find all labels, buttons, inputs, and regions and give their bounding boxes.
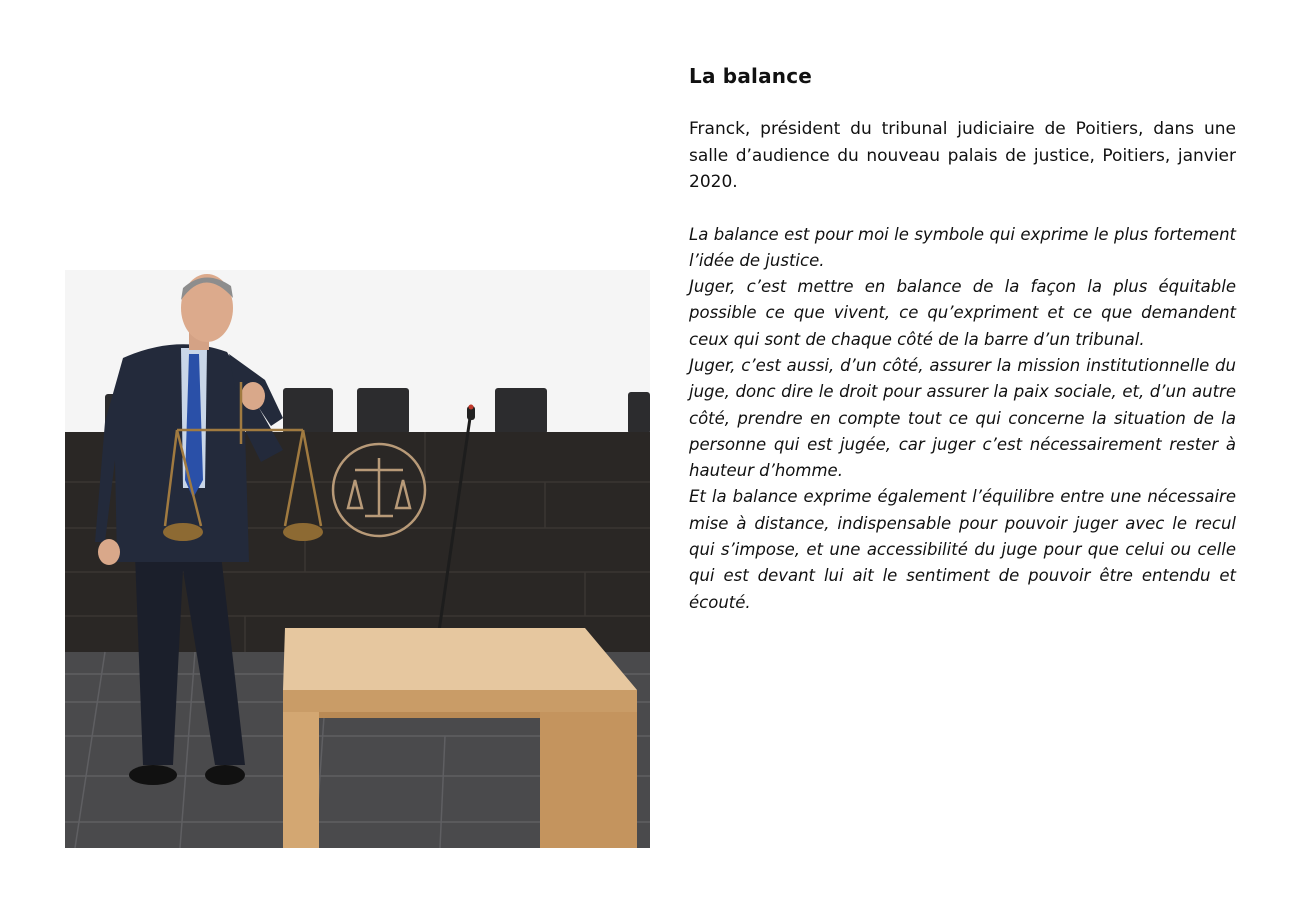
page-title: La balance (689, 64, 813, 88)
quote-paragraph: Juger, c’est aussi, d’un côté, assurer la mission institutionnelle du juge, donc dire le droit pour assurer la paix sociale, et, d’un autre côté, prendre en compte tout ce qui concerne la situation de la personne qui est jugée, car juger c’est nécessairement rester à hauteur d’homme. (689, 355, 1236, 481)
quote-paragraph: La balance est pour moi le symbole qui exprime le plus fortement l’idée de justice. (689, 224, 1236, 270)
quote-paragraph: Juger, c’est mettre en balance de la façon la plus équitable possible ce que vivent, ce qu’expriment et ce que demandent ceux qui sont de chaque côté de la barre d’un tribunal. (689, 277, 1236, 349)
quote-paragraph: Et la balance exprime également l’équilibre entre une nécessaire mise à distance, indispensable pour pouvoir juger avec le recul qui s’impose, et une accessibilité du juge pour que celui ou celle qui est devant lui ait le sentiment de pouvoir être entendu et écouté. (689, 487, 1236, 612)
photo-illustration (65, 270, 650, 848)
photo-caption: Franck, président du tribunal judiciaire de Poitiers, dans une salle d’audience du nouveau palais de justice, Poitiers, janvier 2020. (689, 119, 1236, 192)
quote-block (689, 222, 1236, 616)
text-column (689, 62, 1236, 616)
courtroom-photo (65, 270, 650, 848)
